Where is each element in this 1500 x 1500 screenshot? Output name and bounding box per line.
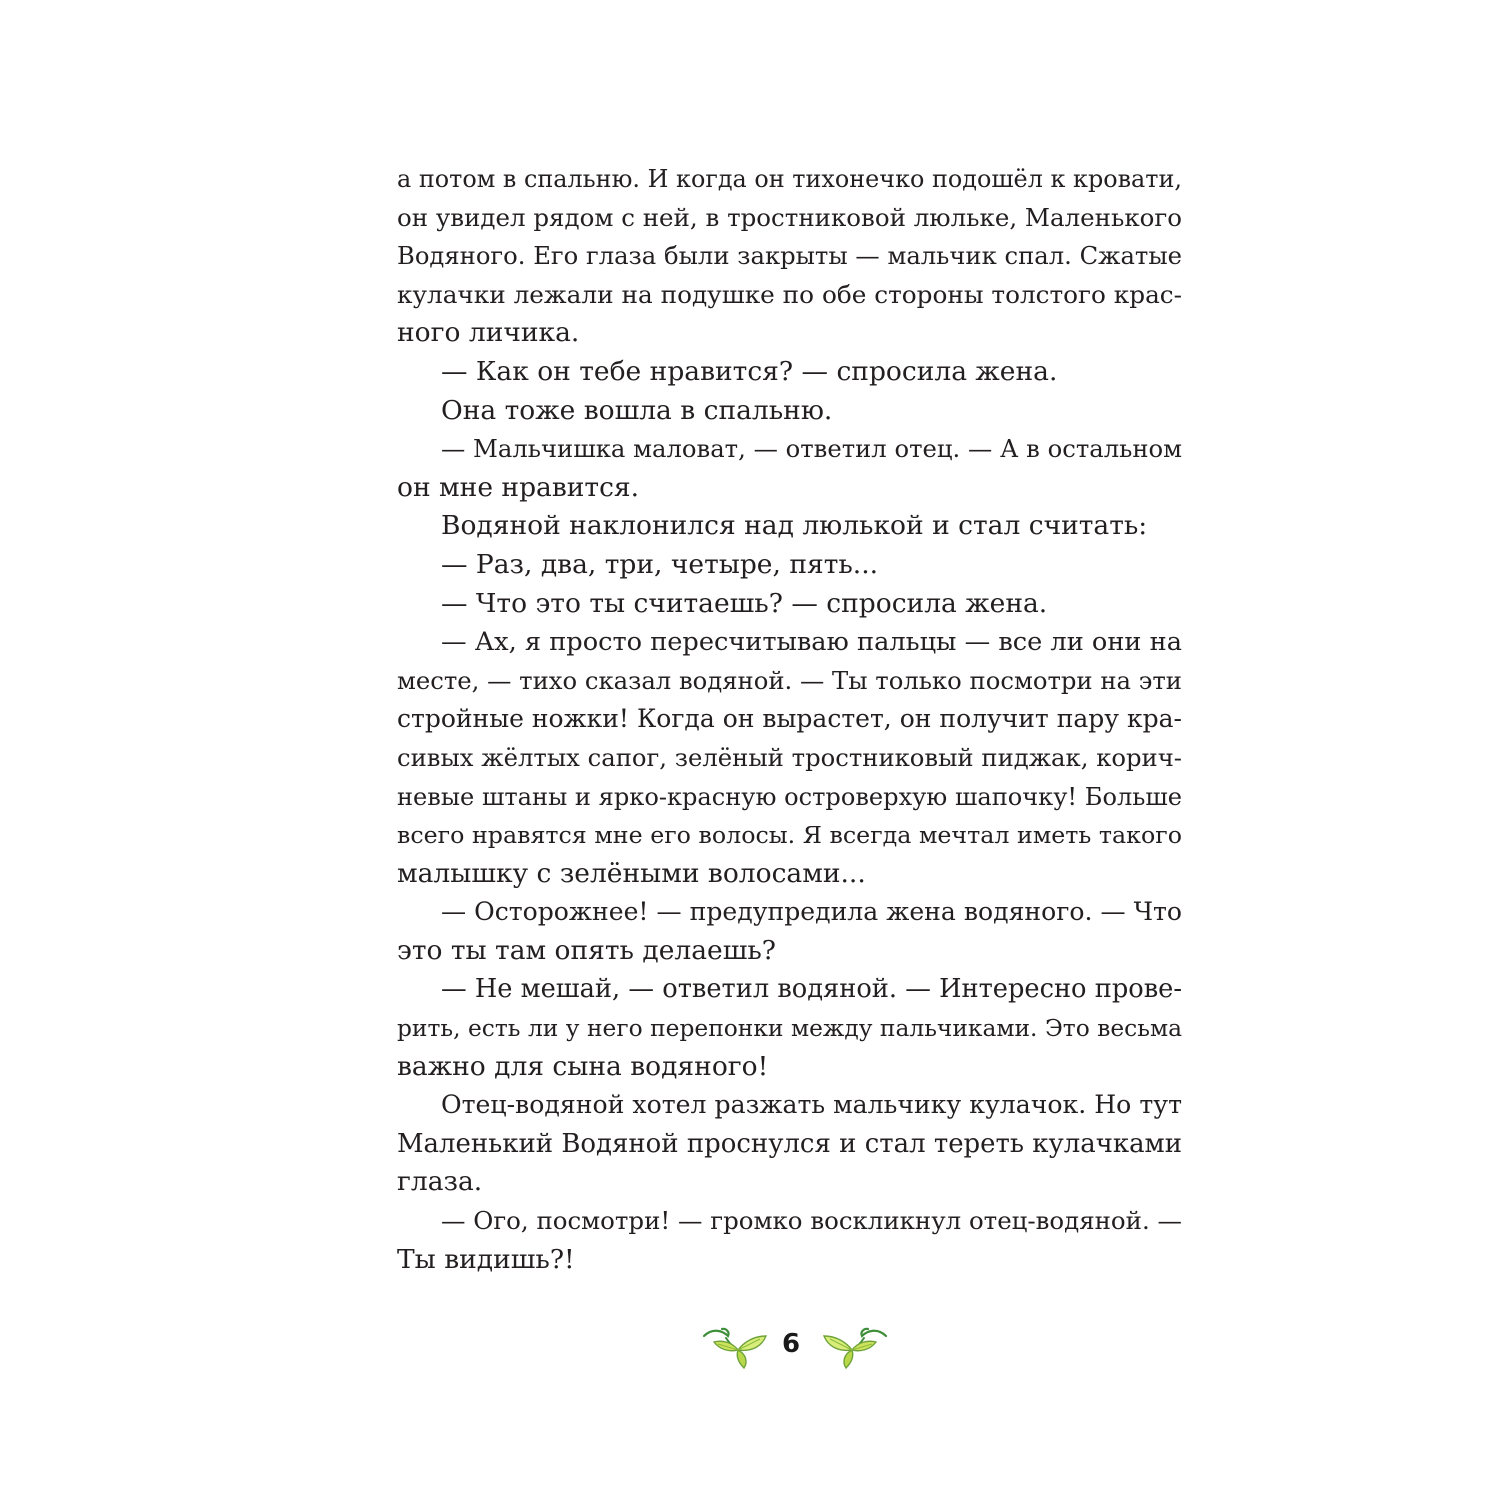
text-line: кулачки лежали на подушке по обе стороны толстого крас- (397, 279, 1182, 309)
text-line: Отец-водяной хотел разжать мальчику кулачок. Но тут (441, 1090, 1182, 1120)
left-leaf-sprig-icon (700, 1322, 772, 1370)
text-line: Она тоже вошла в спальню. (441, 394, 833, 426)
text-line: он увидел рядом с ней, в тростниковой люльке, Маленького (397, 202, 1182, 232)
page-folio (700, 1322, 890, 1372)
body-text (397, 160, 1182, 1279)
text-line: — Осторожнее! — предупредила жена водяного. — Что (441, 897, 1182, 927)
text-line: — Как он тебе нравится? — спросила жена. (441, 355, 1058, 387)
text-line: Водяной наклонился над люлькой и стал считать: (441, 510, 1148, 542)
text-line: а потом в спальню. И когда он тихонечко подошёл к кровати, (397, 165, 1182, 193)
text-line: Ты видишь?! (397, 1243, 575, 1275)
text-line: — Ого, посмотри! — громко воскликнул отец-водяной. — (441, 1206, 1182, 1236)
text-line: всего нравятся мне его волосы. Я всегда мечтал иметь такого (397, 821, 1182, 850)
text-line: это ты там опять делаешь? (397, 934, 776, 966)
text-line: Водяного. Его глаза были закрыты — мальчик спал. Сжатые (397, 241, 1182, 271)
text-line: невые штаны и ярко-красную островерхую шапочку! Больше (397, 782, 1182, 811)
text-line: — Ах, я просто пересчитываю пальцы — все ли они на (441, 627, 1182, 658)
text-line: сивых жёлтых сапог, зелёный тростниковый пиджак, корич- (397, 742, 1182, 772)
text-line: Маленький Водяной проснулся и стал тереть кулачками (397, 1128, 1182, 1159)
page-number: 6 (781, 1329, 801, 1359)
text-line: месте, — тихо сказал водяной. — Ты только посмотри на эти (397, 665, 1182, 695)
text-line: важно для сына водяного! (397, 1050, 769, 1082)
text-line: малышку с зелёными волосами... (397, 857, 866, 889)
text-line: рить, есть ли у него перепонки между пальчиками. Это весьма (397, 1014, 1182, 1043)
text-line: — Мальчишка маловат, — ответил отец. — А в остальном (441, 434, 1182, 464)
right-leaf-sprig-icon (818, 1322, 890, 1370)
text-line: ного личика. (397, 317, 580, 349)
text-line: глаза. (397, 1166, 483, 1198)
text-line: — Что это ты считаешь? — спросила жена. (441, 587, 1048, 619)
text-line: стройные ножки! Когда он вырастет, он получит пару кра- (397, 704, 1182, 734)
text-line: — Раз, два, три, четыре, пять... (441, 548, 879, 580)
text-line: он мне нравится. (397, 471, 640, 503)
text-line: — Не мешай, — ответил водяной. — Интересно прове- (441, 974, 1182, 1005)
